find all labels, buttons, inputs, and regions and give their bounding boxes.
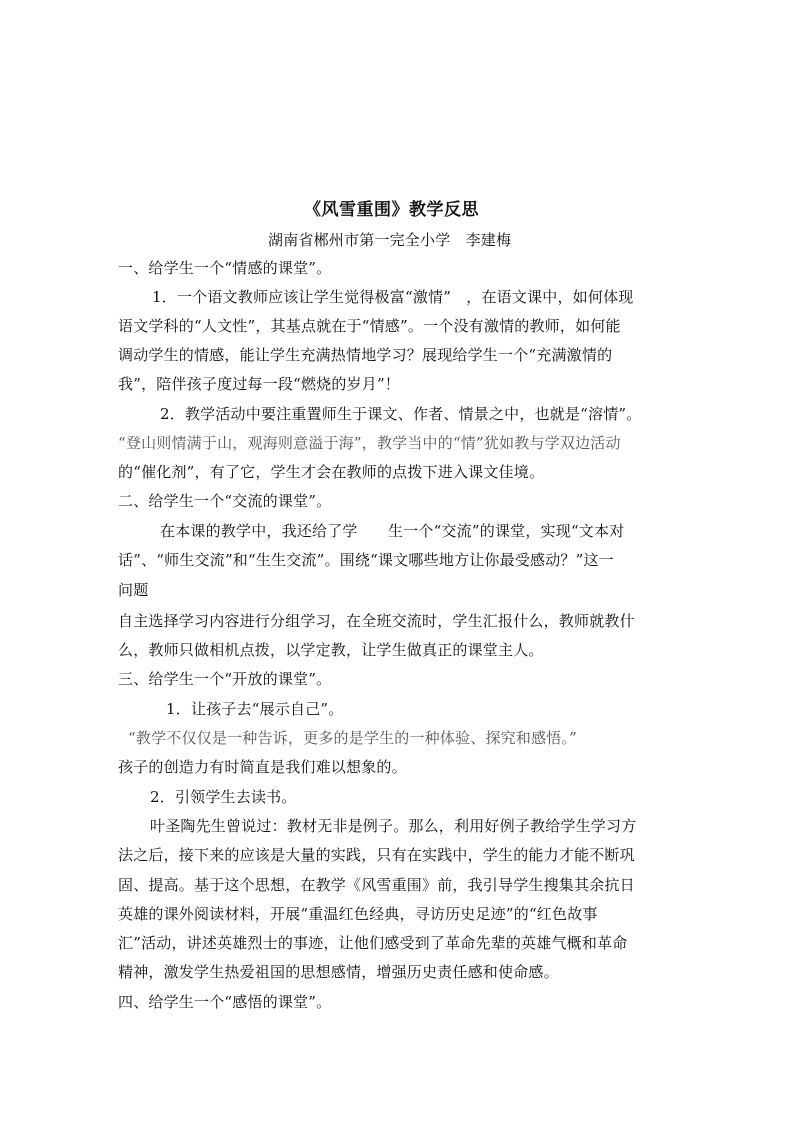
section-1-paragraph-2-line: 的“催化剂”，有了它，学生才会在教师的点拨下进入课文佳境。 — [118, 463, 545, 481]
section-1-paragraph-1-line: 语文学科的“人文性”，其基点就在于“情感”。一个没有激情的教师，如何能 — [118, 317, 621, 335]
section-3-item-1: 1．让孩子去“展示自己”。 — [166, 700, 344, 718]
section-3-paragraph-line: 精神，激发学生热爱祖国的思想感情，增强历史责任感和使命感。 — [118, 963, 559, 981]
section-2-heading: 二、给学生一个“交流的课堂”。 — [118, 492, 332, 510]
document-author: 湖南省郴州市第一完全小学 李建梅 — [268, 231, 512, 249]
document-title: 《风雪重围》教学反思 — [304, 200, 479, 220]
section-1-paragraph-1-line: 我”，陪伴孩子度过每一段“燃烧的岁月”！ — [118, 375, 401, 393]
section-3-paragraph-line: 汇”活动，讲述英雄烈士的事迹，让他们感受到了革命先辈的英雄气概和革命 — [118, 934, 628, 952]
section-3-quote-line: 孩子的创造力有时简直是我们难以想象的。 — [118, 758, 407, 776]
section-1-heading: 一、给学生一个“情感的课堂”。 — [118, 259, 332, 277]
section-1-paragraph-1-line: 调动学生的情感，能让学生充满热情地学习？展现给学生一个“充满激情的 — [118, 346, 613, 364]
section-2-paragraph-line: 话”、“师生交流”和“生生交流”。围绕“课文哪些地方让你最受感动？”这一 — [118, 551, 614, 569]
section-1-paragraph-1-line: 1．一个语文教师应该让学生觉得极富“激情” ，在语文课中，如何体现 — [152, 288, 634, 306]
section-3-paragraph-line: 英雄的课外阅读材料，开展“重温红色经典，寻访历史足迹”的“红色故事 — [118, 905, 598, 923]
section-3-item-2: 2．引领学生去读书。 — [150, 788, 297, 806]
section-1-paragraph-2-line: “登山则情满于山，观海则意溢于海”，教学当中的“情”犹如教与学双边活动 — [118, 434, 621, 452]
section-3-quote-line: “教学不仅仅是一种告诉，更多的是学生的一种体验、探究和感悟。” — [128, 729, 578, 747]
section-2-paragraph-line: 自主选择学习内容进行分组学习，在全班交流时，学生汇报什么，教师就教什 — [118, 612, 635, 630]
section-3-paragraph-line: 法之后，接下来的应该是大量的实践，只有在实践中，学生的能力才能不断巩 — [118, 846, 635, 864]
section-3-paragraph-line: 固、提高。基于这个思想，在教学《风雪重围》前，我引导学生搜集其余抗日 — [118, 876, 635, 894]
section-2-paragraph-line: 在本课的教学中，我还给了学 生一个“交流”的课堂，实现“文本对 — [160, 522, 625, 540]
section-1-paragraph-2-line: 2．教学活动中要注重置师生于课文、作者、情景之中，也就是“溶情”。 — [160, 405, 642, 423]
section-3-paragraph-line: 叶圣陶先生曾说过：教材无非是例子。那么，利用好例子教给学生学习方 — [150, 817, 637, 835]
section-2-paragraph-line: 问题 — [118, 581, 149, 599]
section-3-heading: 三、给学生一个“开放的课堂”。 — [118, 670, 332, 688]
section-2-paragraph-line: 么，教师只做相机点拨，以学定教，让学生做真正的课堂主人。 — [118, 641, 544, 659]
section-4-heading: 四、给学生一个“感悟的课堂”。 — [118, 993, 332, 1011]
